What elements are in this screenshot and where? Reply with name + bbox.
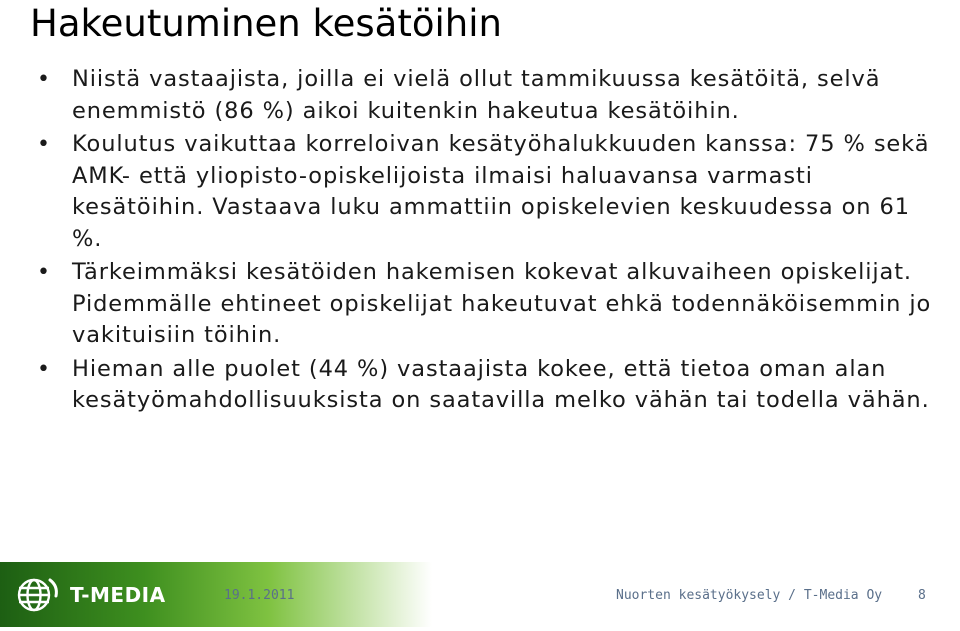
bullet-item xyxy=(34,257,939,352)
bullet-text: Niistä vastaajista, joilla ei vielä ollut tammikuussa kesätöitä, selvä enemmistö (86 %) aikoi kuitenkin hakeutua kesätöihin. xyxy=(72,66,881,124)
t-media-logo xyxy=(14,574,166,616)
bullet-item xyxy=(34,129,939,255)
page-number: 8 xyxy=(918,588,926,603)
bullet-item xyxy=(34,64,939,127)
bullet-text: Hieman alle puolet (44 %) vastaajista kokee, että tietoa oman alan kesätyömahdollisuuksista on saatavilla melko vähän tai todella vähän. xyxy=(72,355,930,413)
globe-logo-icon xyxy=(14,574,60,616)
bullet-marker: • xyxy=(37,132,51,157)
bullet-marker: • xyxy=(37,67,51,92)
bullet-marker: • xyxy=(37,260,51,285)
bullet-text: Koulutus vaikuttaa korreloivan kesätyöhalukkuuden kanssa: 75 % sekä AMK- että yliopisto-opiskelijoista ilmaisi haluavansa varmasti kesätöihin. Vastaava luku ammattiin opiskelevien keskuudessa on 61 %. xyxy=(72,131,930,252)
logo-text: T-MEDIA xyxy=(70,583,166,607)
slide-title: Hakeutuminen kesätöihin xyxy=(30,2,502,45)
footer-date: 19.1.2011 xyxy=(224,588,295,603)
bullet-list xyxy=(34,64,939,419)
bullet-item xyxy=(34,354,939,417)
footer-source: Nuorten kesätyökysely / T-Media Oy xyxy=(616,588,883,603)
bullet-marker: • xyxy=(37,356,51,382)
bullet-text: Tärkeimmäksi kesätöiden hakemisen kokevat alkuvaiheen opiskelijat. Pidemmälle ehtineet opiskelijat hakeutuvat ehkä todennäköisemmin jo vakituisiin töihin. xyxy=(72,259,932,348)
